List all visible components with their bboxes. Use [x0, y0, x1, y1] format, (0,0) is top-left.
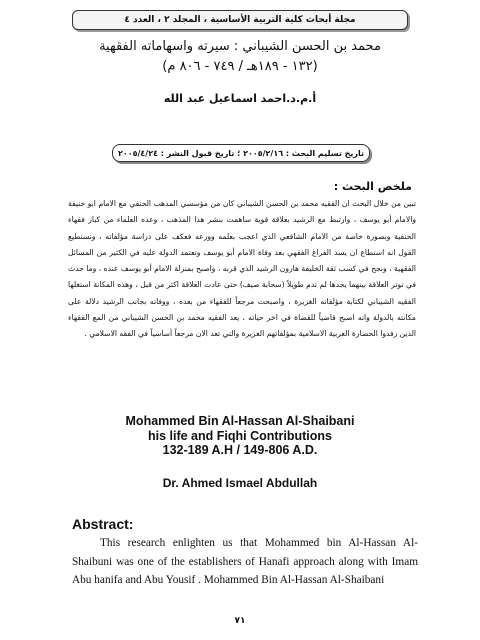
submission-dates: تاريخ تسليم البحث : ٢٠٠٥/٢/١٦ ؛ تاريخ قبول النشر : ٢٠٠٥/٤/٢٤ — [117, 148, 365, 158]
english-author: Dr. Ahmed Ismael Abdullah — [162, 476, 318, 490]
journal-header — [72, 10, 408, 30]
english-abstract: This research enlighten us that Mohammed bin Al-Hassan Al-Shaibuni was one of the establishers of Hanafi approach along with Imam Abu hanifa and Abu Yousif . Mohammed Bin Al-Hassan Al-Shaibani — [72, 537, 418, 586]
page-number: ٧١ — [234, 616, 246, 626]
arabic-abstract-heading: ملخص البحث : — [333, 180, 412, 193]
english-title-line-2: his life and Fiqhi Contributions — [147, 428, 332, 443]
english-abstract-heading: Abstract: — [72, 516, 134, 532]
submission-dates-box — [112, 144, 370, 162]
arabic-title-line-1: محمد بن الحسن الشيباني : سيرته واسهاماته الفقهية — [99, 39, 381, 54]
english-title-line-3: 132-189 A.H / 149-806 A.D. — [162, 443, 318, 457]
arabic-title-line-2: (١٣٢ - ١٨٩هـ / ٧٤٩ - ٨٠٦ م) — [162, 59, 318, 74]
arabic-author: أ.م.د.احمد اسماعيل عبد الله — [163, 92, 317, 105]
arabic-abstract: تبين من خلال البحث ان الفقيه محمد بن الحسن الشيباني كان من مؤسسي المذهب الحنفي مع الامام ابو حنيفة والامام أبو يوسف ، وارتبط مع الرشيد بعلاقة قوية ساهمت بنشر هذا المذهب ، وعده العلماء من كبار فقهاء الحنفية وبصورة خاصة من الامام الشافعي الذي اعجب بعلمه وورعه فعكف على دراسة مؤلفاته ، ونستطيع القول انه استطاع ان يسد الفراغ الفقهي بعد وفاة الامام أبو يوسف وتعتمد الدولة عليه في الكثير من المسائل الفقهية ، ونجح في كسب ثقة الخليفة هارون الرشيد الذي قربه ، واصبح بمنزلة الامام أبو يوسف عنده ، وما حدث في توتر العلاقة بينهما يجدها لم تدم طويلاً (سحابة صيف) حتى عادت العلاقة اكثر من قبل ، وهذه المكانة استغلها الفقيه الشيباني لكتابة مؤلفاته الغزيرة ، واصبحت مرجعاً للفقهاء من بعده ، ووفاته بجانب الرشيد دلالة على مكانته بالدولة وانه اصبح قاضياً للقضاة في اخر حياته ، يعد الفقيه محمد بن الحسن الشيباني من المع الفقهاء الذين رفدوا الحضارة العربية الاسلامية بمؤلفاتهم الغزيرة والتي تعد الان مرجعاً أساسياً في الفقه الاسلامي . — [68, 199, 416, 339]
english-title-line-1: Mohammed Bin Al-Hassan Al-Shaibani — [125, 414, 355, 428]
journal-title: مجلة أبحاث كلية التربية الأساسية ، المجلد ٢ ، العدد ٤ — [124, 15, 356, 25]
english-title — [70, 414, 410, 458]
